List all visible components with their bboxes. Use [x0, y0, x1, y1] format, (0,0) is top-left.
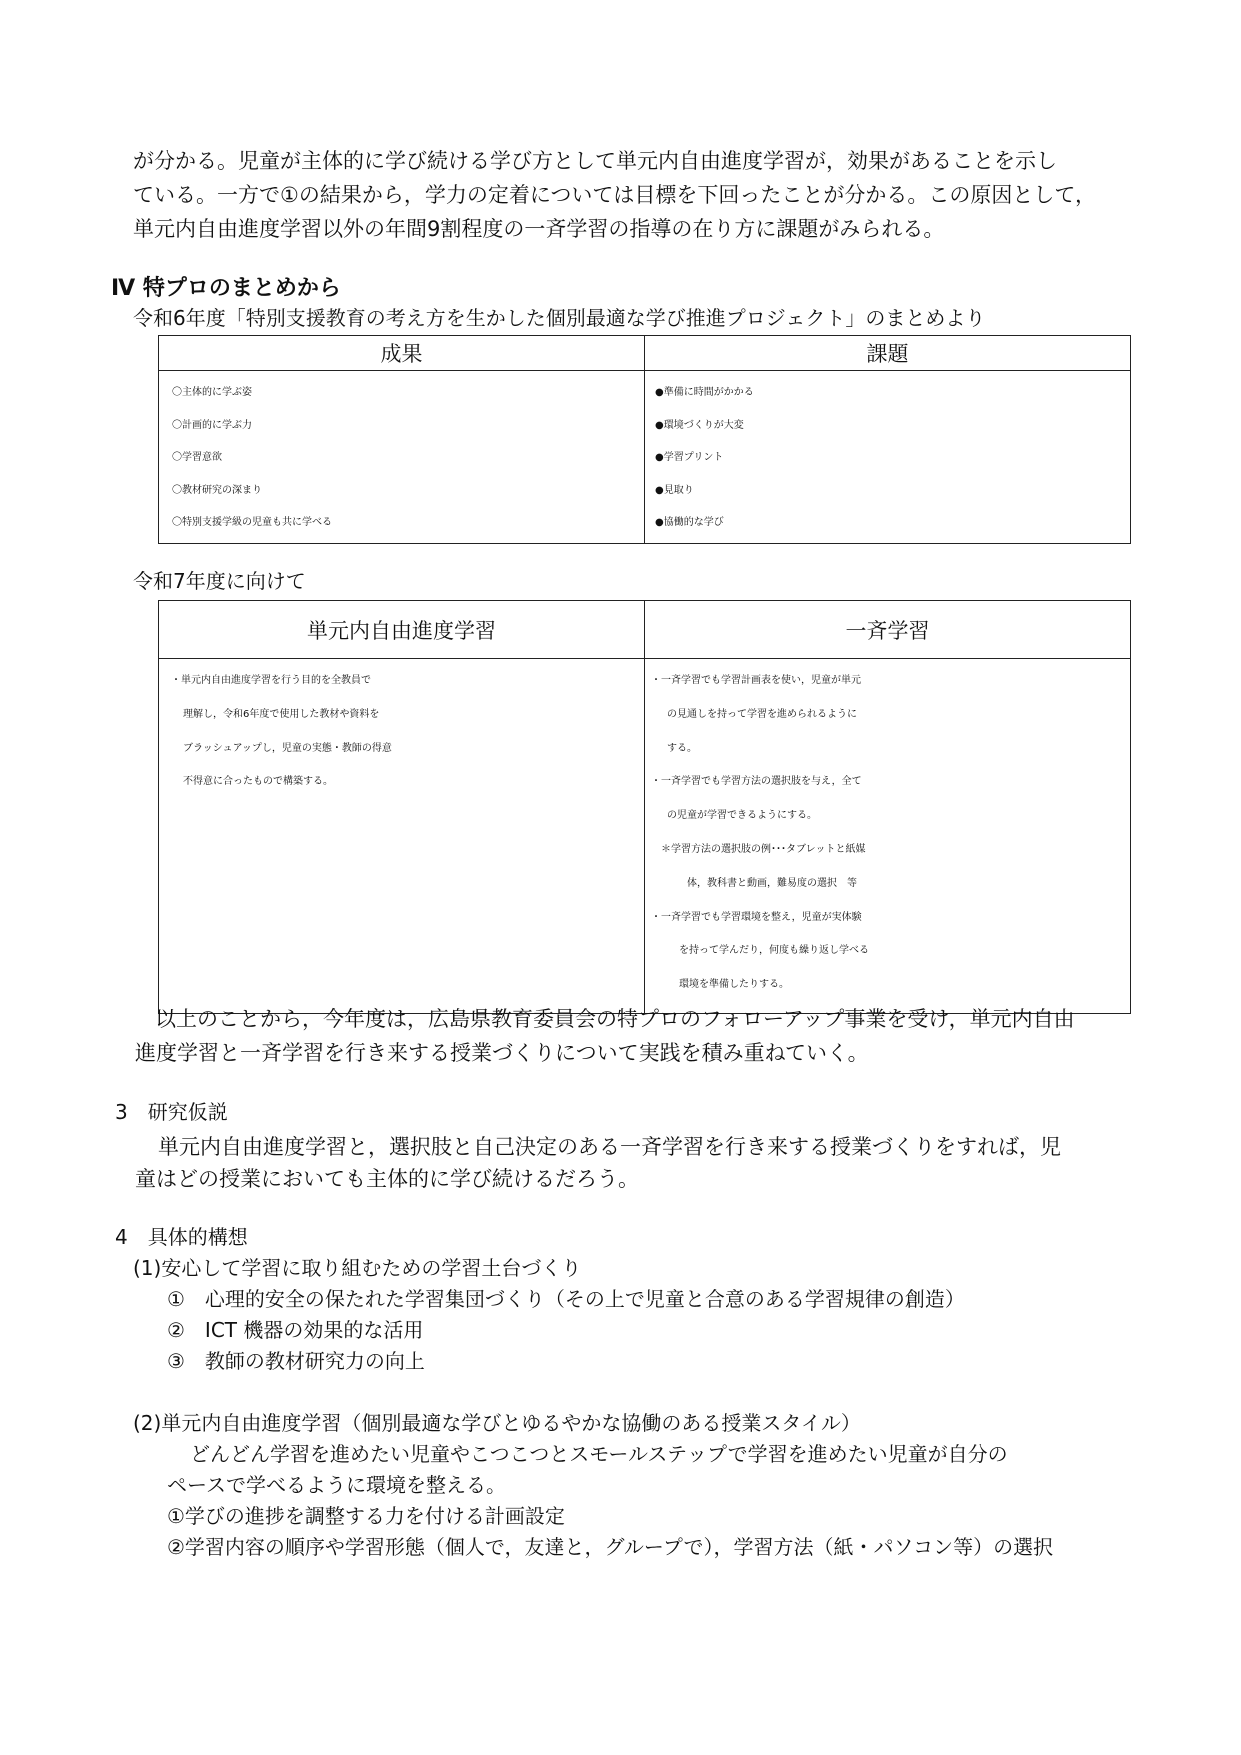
plan-sub1-item: ③ 教師の教材研究力の向上	[167, 1349, 425, 1373]
self-paced-line: 理解し，令和6年度で使用した教材や資料を	[183, 708, 380, 720]
result-item: 〇計画的に学ぶ力	[172, 419, 252, 431]
plan-sub2-item: ①学びの進捗を調整する力を付ける計画設定	[167, 1504, 565, 1528]
results-issues-table	[158, 335, 1131, 544]
plan-heading: 4 具体的構想	[115, 1225, 248, 1249]
issues-cell	[645, 371, 1131, 544]
whole-class-line: ・一斉学習でも学習環境を整え，児童が実体験	[651, 911, 862, 923]
plan-sub1-item: ② ICT 機器の効果的な活用	[167, 1318, 424, 1342]
result-item: 〇主体的に学ぶ姿	[172, 387, 252, 398]
results-cell	[159, 371, 645, 544]
self-paced-line: ブラッシュアップし，児童の実態・教師の得意	[183, 742, 392, 754]
table-caption: 令和6年度「特別支援教育の考え方を生かした個別最適な学び推進プロジェクト」のまとめより	[133, 306, 986, 330]
self-paced-line: ・単元内自由進度学習を行う目的を全教員で	[171, 675, 371, 686]
results-header: 成果	[159, 336, 645, 371]
whole-class-line: の見通しを持って学習を進められるように	[667, 708, 857, 720]
issues-list	[655, 377, 1130, 540]
hypothesis-line-1: 単元内自由進度学習と，選択肢と自己決定のある一斉学習を行き来する授業づくりをすれば，児	[158, 1135, 1061, 1159]
issue-item: ●協働的な学び	[655, 517, 724, 528]
whole-class-line: を持って学んだり，何度も繰り返し学べる	[679, 945, 869, 957]
issue-item: ●見取り	[655, 484, 694, 496]
self-paced-header: 単元内自由進度学習	[159, 601, 645, 659]
result-item: 〇教材研究の深まり	[172, 484, 262, 496]
self-paced-line: 不得意に合ったもので構築する。	[183, 776, 333, 788]
whole-class-line: の児童が学習できるようにする。	[667, 810, 817, 822]
results-list	[172, 377, 644, 540]
issue-item: ●環境づくりが大変	[655, 419, 744, 431]
plan-sub2-line-2: ペースで学べるように環境を整える。	[167, 1473, 506, 1497]
plan-sub1-title: (1)安心して学習に取り組むための学習土台づくり	[133, 1256, 582, 1280]
plan-sub1-item: ① 心理的安全の保たれた学習集団づくり（その上で児童と合意のある学習規律の創造）	[167, 1287, 965, 1311]
intro-line-1: が分かる。児童が主体的に学び続ける学び方として単元内自由進度学習が，効果があることを示し	[133, 149, 1057, 173]
next-year-table	[158, 600, 1131, 1014]
result-item: 〇特別支援学級の児童も共に学べる	[172, 517, 332, 528]
whole-class-line: ＊学習方法の選択肢の例･･･タブレットと紙媒	[661, 843, 866, 855]
plan-sub2-item: ②学習内容の順序や学習形態（個人で，友達と，グループで），学習方法（紙・パソコン等）の選択	[167, 1535, 1054, 1559]
issue-item: ●学習プリント	[655, 452, 724, 463]
issue-item: ●準備に時間がかかる	[655, 387, 754, 398]
hypothesis-line-2: 童はどの授業においても主体的に学び続けるだろう。	[135, 1167, 639, 1191]
self-paced-cell	[159, 659, 645, 1014]
conclusion-line-2: 進度学習と一斉学習を行き来する授業づくりについて実践を積み重ねていく。	[135, 1041, 869, 1065]
plan-sub2-title: (2)単元内自由進度学習（個別最適な学びとゆるやかな協働のある授業スタイル）	[133, 1411, 861, 1435]
table2-caption: 令和7年度に向けて	[133, 569, 306, 593]
whole-class-line: 環境を準備したりする。	[679, 979, 789, 991]
hypothesis-heading: 3 研究仮説	[115, 1100, 228, 1124]
intro-line-2: ている。一方で①の結果から，学力の定着については目標を下回ったことが分かる。この原因として，	[133, 183, 1096, 207]
section-heading: Ⅳ 特プロのまとめから	[111, 276, 341, 301]
whole-class-line: する。	[667, 742, 697, 754]
whole-class-line: ・一斉学習でも学習計画表を使い，児童が単元	[651, 675, 861, 686]
issues-header: 課題	[645, 336, 1131, 371]
conclusion-line-1: 以上のことから，今年度は，広島県教育委員会の特プロのフォローアップ事業を受け，単元内自由	[155, 1007, 1075, 1031]
plan-sub2-line-1: どんどん学習を進めたい児童やこつこつとスモールステップで学習を進めたい児童が自分の	[190, 1442, 1008, 1466]
whole-class-cell	[645, 659, 1131, 1014]
whole-class-header: 一斉学習	[645, 601, 1131, 659]
result-item: 〇学習意欲	[172, 452, 222, 463]
intro-line-3: 単元内自由進度学習以外の年間9割程度の一斉学習の指導の在り方に課題がみられる。	[133, 217, 945, 241]
whole-class-line: 体，教科書と動画，難易度の選択 等	[687, 877, 857, 889]
whole-class-line: ・一斉学習でも学習方法の選択肢を与え，全て	[651, 776, 862, 788]
